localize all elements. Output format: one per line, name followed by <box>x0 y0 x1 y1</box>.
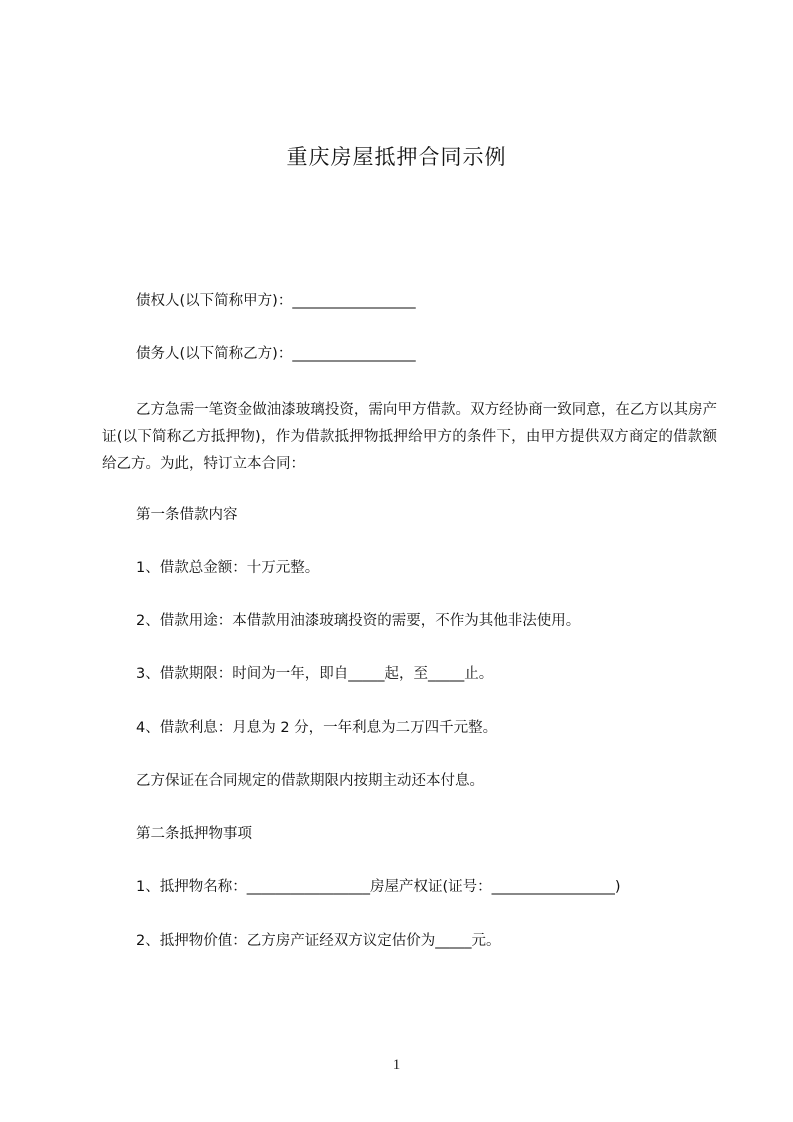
article2-item-1: 1、抵押物名称：_________________房屋产权证(证号：_________________) <box>136 879 621 895</box>
article1-item-1: 1、借款总金额：十万元整。 <box>136 560 320 576</box>
debtor-line: 债务人(以下简称乙方)：_________________ <box>136 346 416 362</box>
article1-heading: 第一条借款内容 <box>136 507 238 523</box>
article2-heading: 第二条抵押物事项 <box>136 826 252 842</box>
article1-item-3: 3、借款期限：时间为一年，即自_____起，至_____止。 <box>136 666 494 682</box>
document-title: 重庆房屋抵押合同示例 <box>286 145 507 169</box>
creditor-line: 债权人(以下简称甲方)：_________________ <box>136 293 416 309</box>
intro-paragraph: 乙方急需一笔资金做油漆玻璃投资，需向甲方借款。双方经协商一致同意，在乙方以其房产证(以下简称乙方抵押物)，作为借款抵押物抵押给甲方的条件下，由甲方提供双方商定的借款额给乙方。为此，特订立本合同： <box>102 402 717 472</box>
article1-item-2: 2、借款用途：本借款用油漆玻璃投资的需要，不作为其他非法使用。 <box>136 613 581 629</box>
article2-item-2: 2、抵押物价值：乙方房产证经双方议定估价为_____元。 <box>136 933 501 949</box>
page-number: 1 <box>392 1057 401 1073</box>
repayment-statement: 乙方保证在合同规定的借款期限内按期主动还本付息。 <box>136 773 484 789</box>
article1-item-4: 4、借款利息：月息为 2 分，一年利息为二万四千元整。 <box>136 720 498 736</box>
